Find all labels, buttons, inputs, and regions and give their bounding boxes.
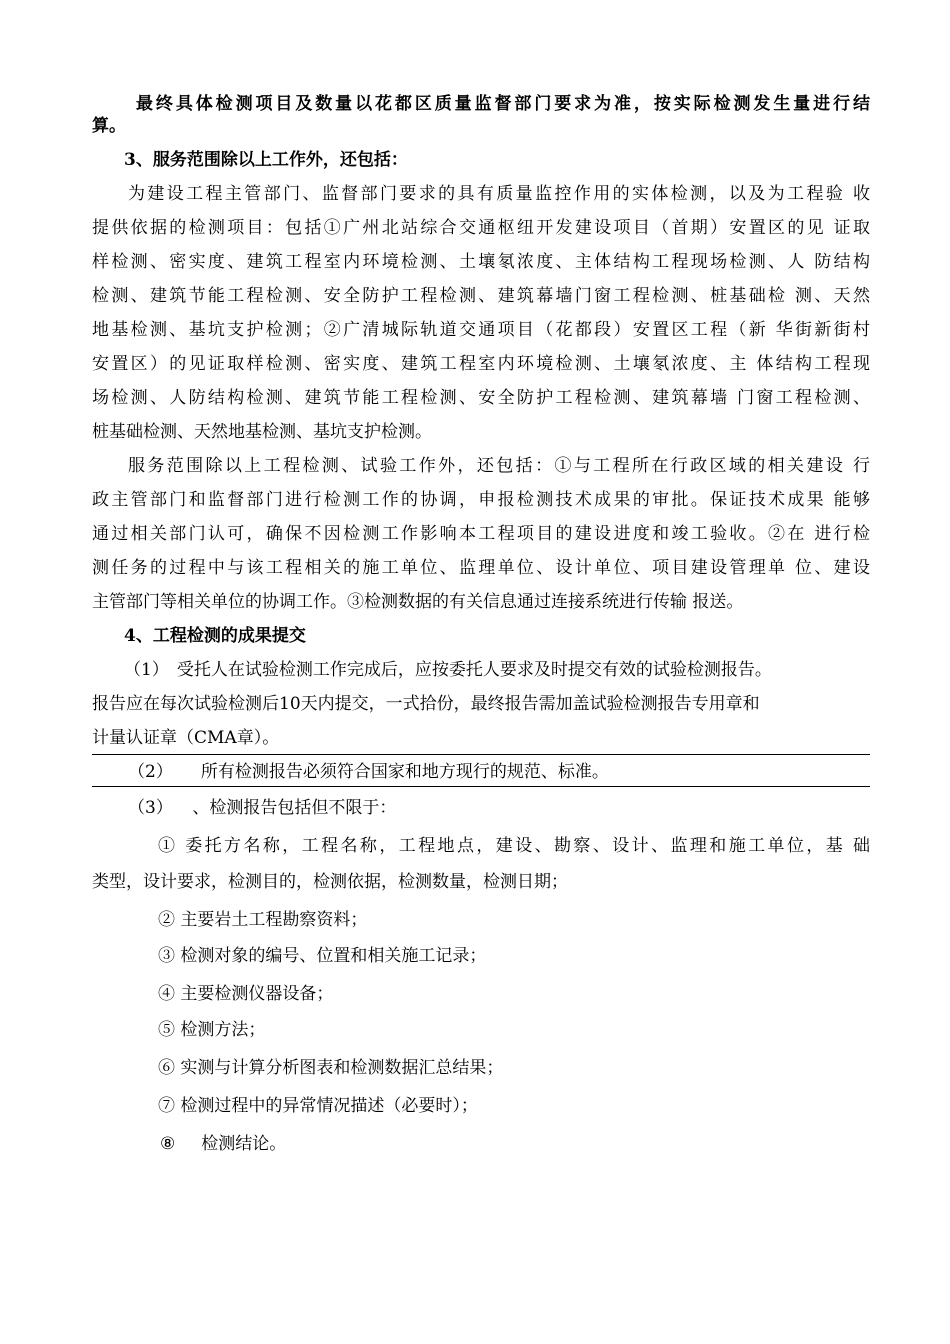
paragraph-line: 桩基础检测、天然地基检测、基坑支护检测。 [92,422,432,442]
paragraph-line: 安置区）的见证取样检测、密实度、建筑工程室内环境检测、土壤氡浓度、主 体结构工程现 [92,354,870,374]
content-item-1-line: 类型，设计要求，检测目的，检测依据，检测数量，检测日期； [92,872,568,892]
item-text: 检测结论。 [201,1134,287,1154]
content-item-1: ① 委托方名称，工程名称，工程地点，建设、勘察、设计、监理和施工单位，基 础 [158,836,870,856]
paragraph-line: 为建设工程主管部门、监督部门要求的具有质量监控作用的实体检测，以及为工程验 收 [128,184,870,204]
content-item-8 [160,1134,938,1154]
section-3-heading: 3、服务范围除以上工作外，还包括： [124,150,408,170]
paragraph-line: 主管部门等相关单位的协调工作。③检测数据的有关信息通过连接系统进行传输 报送。 [92,592,744,612]
content-item: ② 主要岩土工程勘察资料； [158,910,368,930]
content-item: ⑤ 检测方法； [158,1020,266,1040]
content-item: ⑥ 实测与计算分析图表和检测数据汇总结果； [158,1058,504,1078]
paragraph-line: 样检测、密实度、建筑工程室内环境检测、土壤氡浓度、主体结构工程现场检测、人 防结构 [92,252,870,272]
paragraph-line: 政主管部门和监督部门进行检测工作的协调，申报检测技术成果的审批。保证技术成果 能够 [92,490,870,510]
divider-rule [92,754,870,755]
content-item: ⑦ 检测过程中的异常情况描述（必要时）； [158,1096,478,1116]
item-number: （1） [124,660,169,680]
paragraph-line: 场检测、人防结构检测、建筑节能工程检测、安全防护工程检测、建筑幕墙 门窗工程检测、 [92,388,870,408]
item-number: （3） [128,798,165,818]
scope-note-line: 算。 [92,116,126,136]
report-item-1-line: 计量认证章（CMA章）。 [92,728,280,748]
paragraph-line: 提供依据的检测项目：包括①广州北站综合交通枢纽开发建设项目（首期）安置区的见 证取 [92,218,870,238]
paragraph-line: 通过相关部门认可，确保不因检测工作影响本工程项目的建设进度和竣工验收。②在 进行检 [92,524,870,544]
item-number: （2） [128,762,173,782]
scope-note-line: 最终具体检测项目及数量以花都区质量监督部门要求为准，按实际检测发生量进行结 [136,94,870,114]
content-item: ④ 主要检测仪器设备； [158,984,334,1004]
item-number: ⑧ [160,1134,176,1154]
report-item-3 [128,798,906,818]
divider-rule [92,786,870,787]
paragraph-line: 地基检测、基坑支护检测；②广清城际轨道交通项目（花都段）安置区工程（新 华街新街村 [92,320,870,340]
item-text: 、检测报告包括但不限于： [192,798,397,818]
item-text: 受托人在试验检测工作完成后，应按委托人要求及时提交有效的试验检测报告。 [176,660,772,680]
item-text: 报告应在每次试验检测后10天内提交，一式拾份，最终报告需加盖试验检测报告专用章和 [92,694,760,714]
content-item: ③ 检测对象的编号、位置和相关施工记录； [158,946,487,966]
paragraph-line: 检测、建筑节能工程检测、安全防护工程检测、建筑幕墙门窗工程检测、桩基础检 测、天然 [92,286,870,306]
paragraph-line: 服务范围除以上工程检测、试验工作外，还包括：①与工程所在行政区域的相关建设 行 [128,456,870,476]
paragraph-line: 测任务的过程中与该工程相关的施工单位、监理单位、设计单位、项目建设管理单 位、建设 [92,558,870,578]
report-item-1 [124,660,870,680]
report-item-1-line [92,694,870,714]
item-text: 所有检测报告必须符合国家和地方现行的规范、标准。 [200,762,609,782]
section-4-heading: 4、工程检测的成果提交 [124,626,306,646]
report-item-2 [128,762,906,782]
